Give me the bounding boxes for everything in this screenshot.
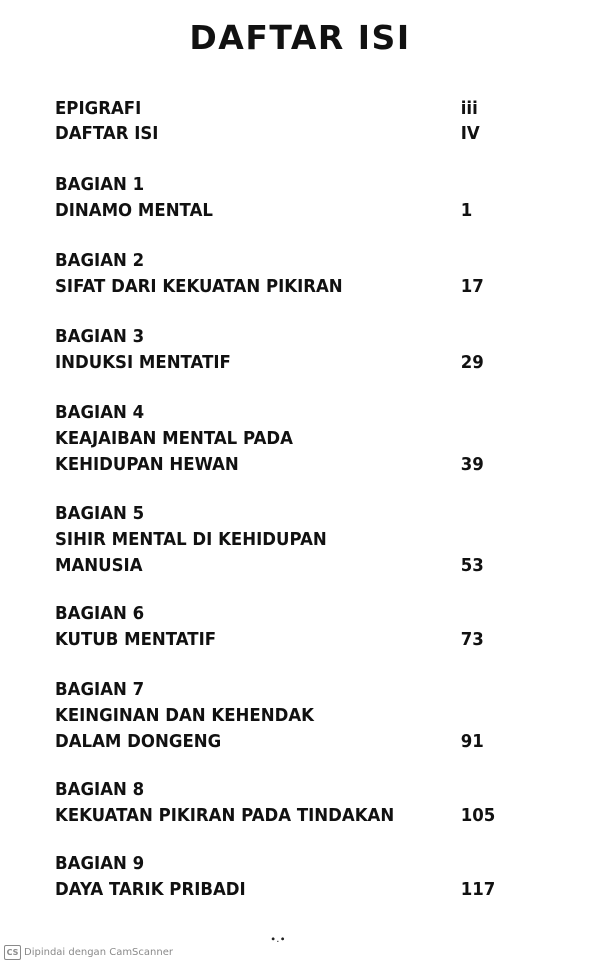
toc-page-number: 17 xyxy=(460,276,484,297)
toc-entry-title xyxy=(55,627,506,653)
page-title: DAFTAR ISI xyxy=(189,18,411,57)
toc-entry-label: SIHIR MENTAL DI KEHIDUPAN xyxy=(55,529,327,550)
toc-page-number: IV xyxy=(460,123,480,144)
toc-entry-heading xyxy=(55,400,506,426)
toc-entry-title xyxy=(55,877,506,903)
toc-entry-label: KEHIDUPAN HEWAN xyxy=(55,454,239,475)
toc-entry-label: MANUSIA xyxy=(55,555,143,576)
page-number-mark: ∙.∙ xyxy=(270,934,286,945)
toc-entry-heading xyxy=(55,851,506,877)
toc-entry-label: EPIGRAFI xyxy=(55,98,142,119)
toc-page-number: 29 xyxy=(460,352,484,373)
toc-entry-heading xyxy=(55,324,506,350)
toc-entry-title xyxy=(55,350,506,376)
toc-entry-label: BAGIAN 2 xyxy=(55,250,145,271)
toc-entry-title xyxy=(55,452,506,478)
toc-entry-heading xyxy=(55,121,506,147)
toc-entry-label: DALAM DONGENG xyxy=(55,731,222,752)
toc-entry-title xyxy=(55,553,506,579)
toc-entry-label: DAFTAR ISI xyxy=(55,123,159,144)
toc-entry-label: KEINGINAN DAN KEHENDAK xyxy=(55,705,314,726)
watermark-text: Dipindai dengan CamScanner xyxy=(24,947,173,958)
toc-entry-heading xyxy=(55,777,506,803)
toc-entry-title xyxy=(55,527,506,553)
scanner-watermark xyxy=(4,945,173,960)
toc-entry-title xyxy=(55,803,506,829)
toc-entry-label: BAGIAN 7 xyxy=(55,679,145,700)
toc-entry-title xyxy=(55,703,506,729)
toc-entry-title xyxy=(55,426,506,452)
toc-entry-label: DAYA TARIK PRIBADI xyxy=(55,879,246,900)
toc-page-number: 105 xyxy=(460,805,496,826)
toc-entry-label: BAGIAN 8 xyxy=(55,779,145,800)
toc-page-number: 73 xyxy=(460,629,484,650)
toc-entry-heading xyxy=(55,96,506,122)
toc-entry-title xyxy=(55,274,506,300)
toc-entry-label: BAGIAN 6 xyxy=(55,603,145,624)
toc-entry-label: BAGIAN 4 xyxy=(55,402,145,423)
toc-page-number: 53 xyxy=(460,555,484,576)
toc-entry-label: BAGIAN 5 xyxy=(55,503,145,524)
toc-entry-heading xyxy=(55,501,506,527)
toc-entry-label: DINAMO MENTAL xyxy=(55,200,213,221)
toc-entry-title xyxy=(55,729,506,755)
toc-page-number: 91 xyxy=(460,731,484,752)
toc-entry-heading xyxy=(55,248,506,274)
toc-entry-heading xyxy=(55,677,506,703)
toc-entry-label: INDUKSI MENTATIF xyxy=(55,352,231,373)
toc-entry-label: BAGIAN 1 xyxy=(55,174,145,195)
toc-page-number: iii xyxy=(460,98,478,119)
toc-page-number: 117 xyxy=(460,879,496,900)
toc-entry-title xyxy=(55,198,506,224)
toc-page-number: 39 xyxy=(460,454,484,475)
toc-entry-label: KEKUATAN PIKIRAN PADA TINDAKAN xyxy=(55,805,395,826)
toc-entry-heading xyxy=(55,172,506,198)
camscanner-logo-icon: CS xyxy=(4,945,21,960)
toc-entry-label: BAGIAN 9 xyxy=(55,853,145,874)
toc-page-number: 1 xyxy=(460,200,473,221)
toc-entry-label: SIFAT DARI KEKUATAN PIKIRAN xyxy=(55,276,343,297)
toc-entry-label: KUTUB MENTATIF xyxy=(55,629,217,650)
toc-entry-label: BAGIAN 3 xyxy=(55,326,145,347)
toc-entry-label: KEAJAIBAN MENTAL PADA xyxy=(55,428,293,449)
toc-entry-heading xyxy=(55,601,506,627)
